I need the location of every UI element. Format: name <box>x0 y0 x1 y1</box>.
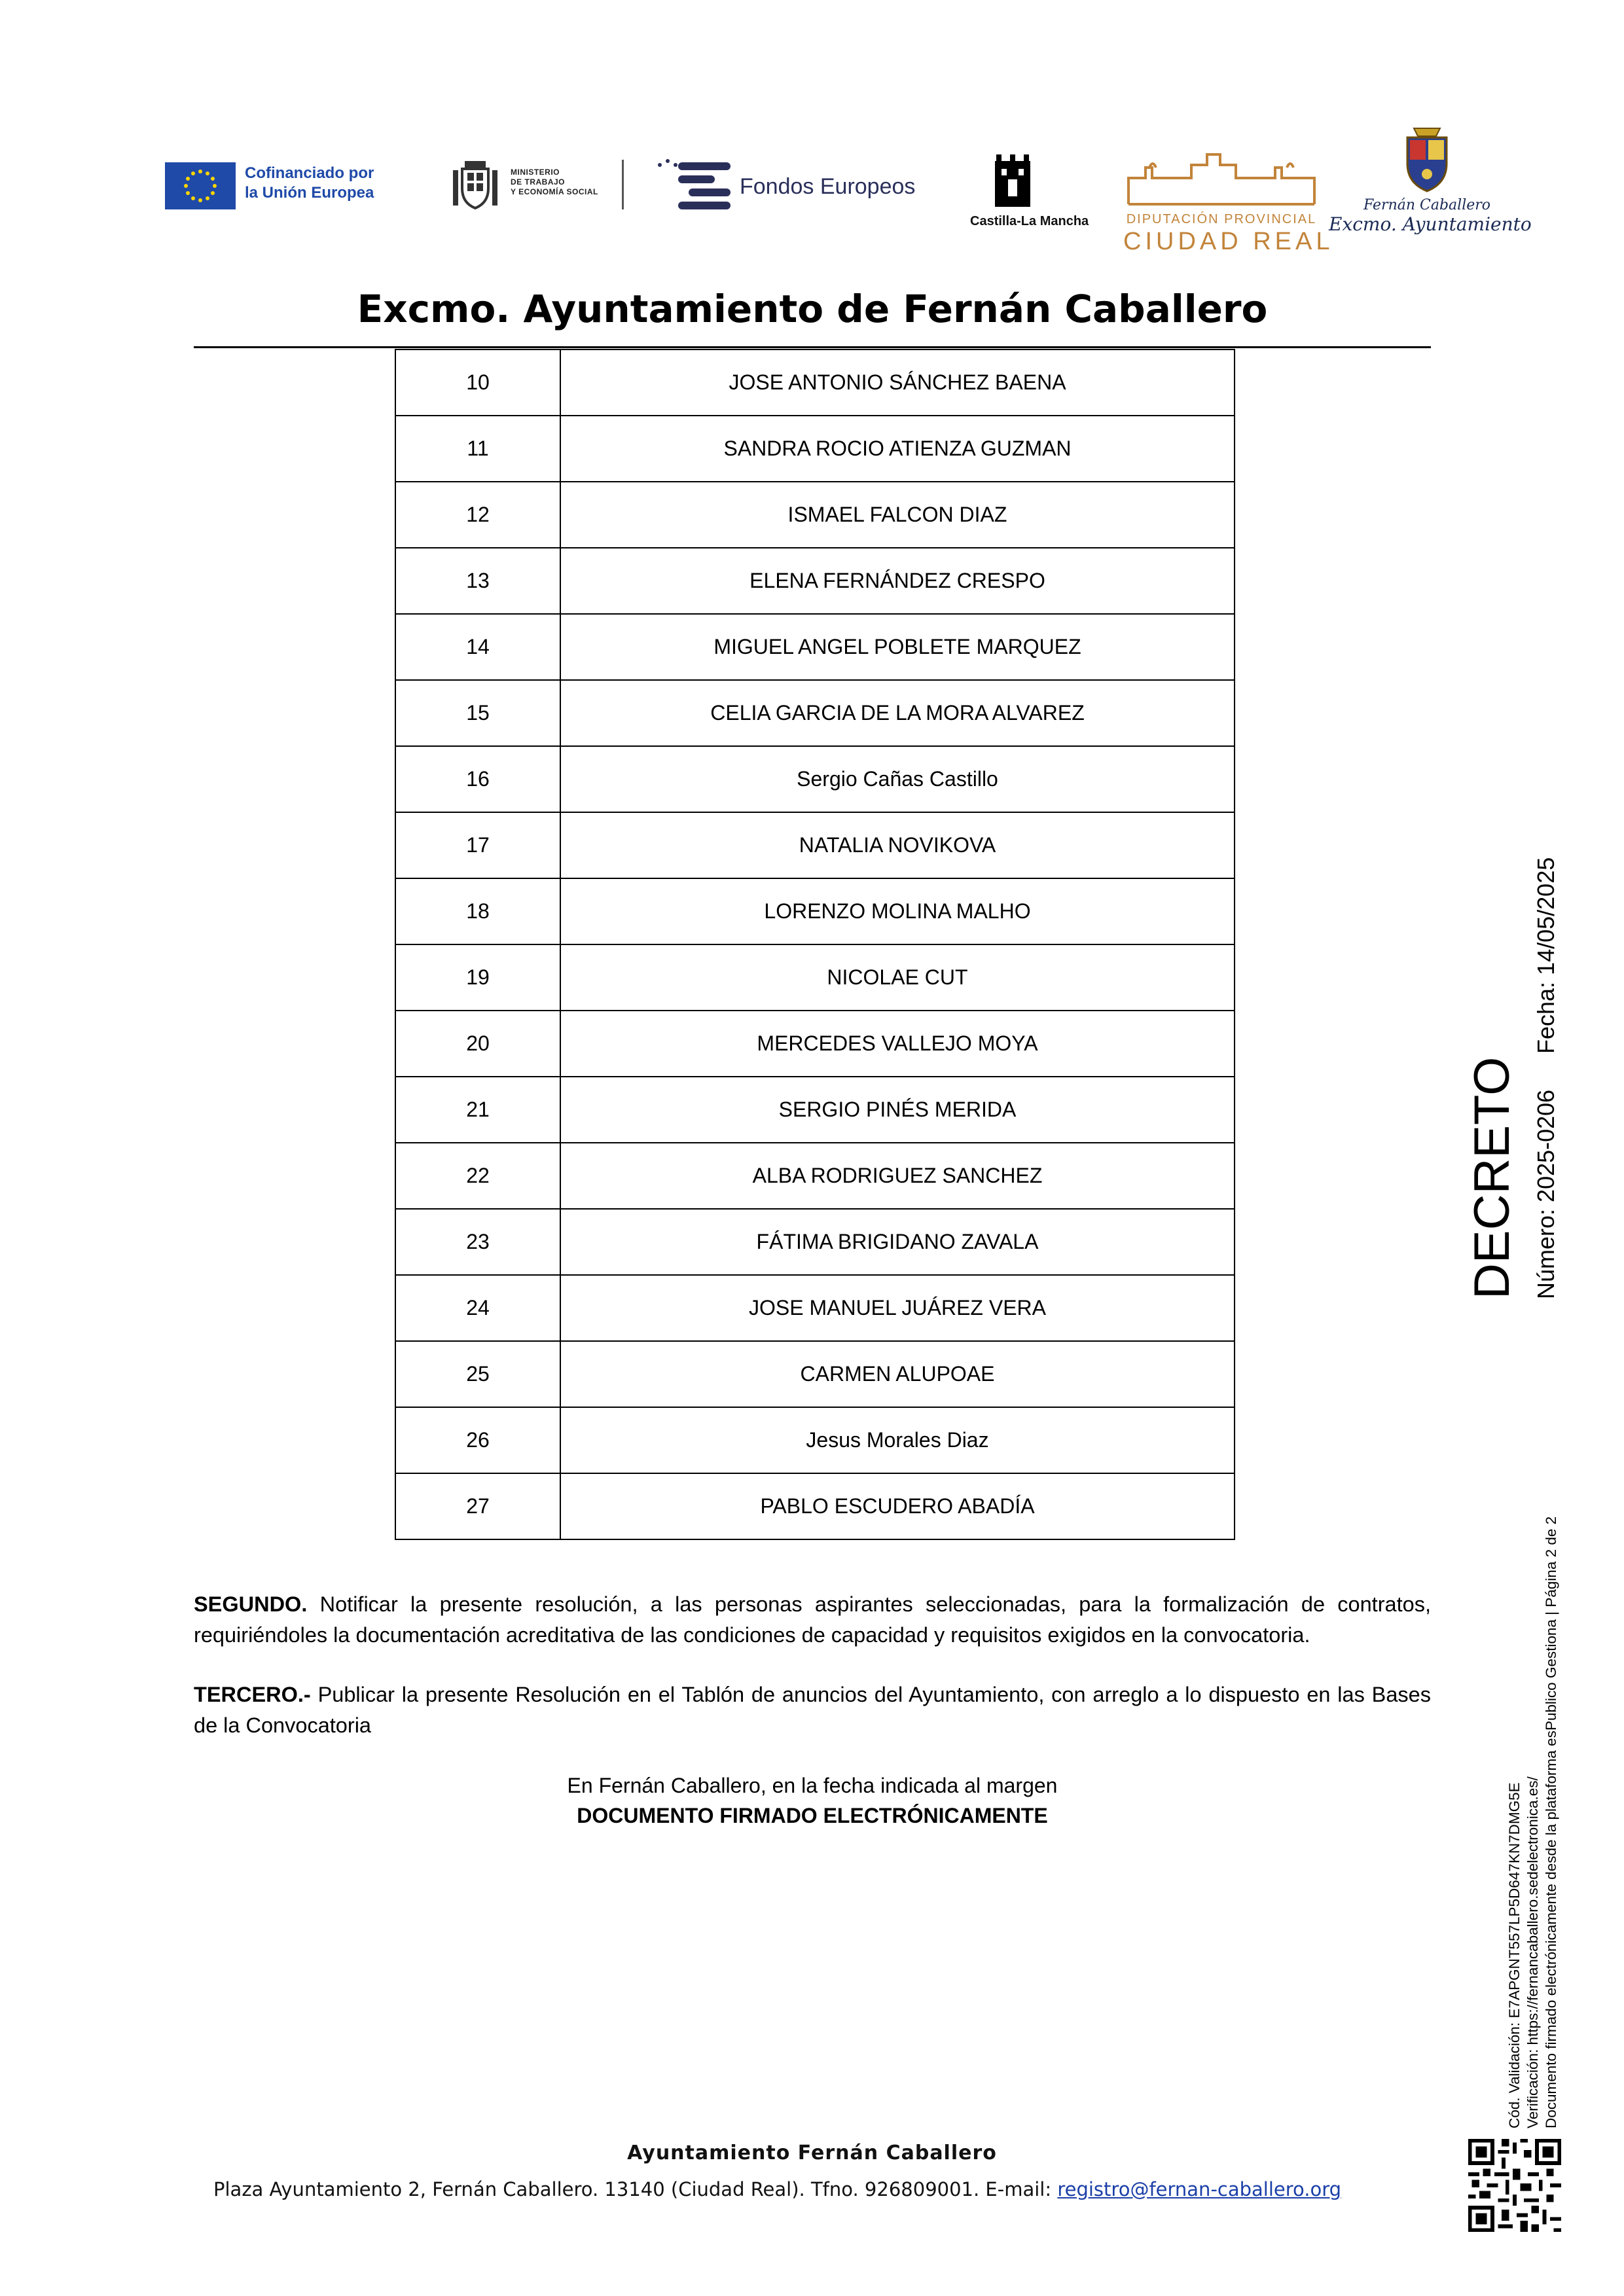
table-row <box>395 746 1235 812</box>
table-row <box>395 1407 1235 1473</box>
ministerio-logo <box>450 157 627 213</box>
castilla-la-mancha-text: Castilla-La Mancha <box>970 214 1089 228</box>
coat-of-arms-icon <box>450 158 500 212</box>
verification-url[interactable]: Verificación: https://fernancaballero.sedelectronica.es/ <box>1525 1776 1541 2128</box>
tercero-paragraph <box>194 1679 1431 1741</box>
table-row <box>395 1143 1235 1209</box>
row-number: 16 <box>395 746 560 812</box>
table-row <box>395 878 1235 944</box>
table-row <box>395 1275 1235 1341</box>
closing-line: En Fernán Caballero, en la fecha indicada al margen <box>567 1774 1058 1797</box>
candidate-name: CELIA GARCIA DE LA MORA ALVAREZ <box>560 680 1235 746</box>
candidate-name: PABLO ESCUDERO ABADÍA <box>560 1473 1235 1539</box>
diputacion-line1: DIPUTACIÓN PROVINCIAL <box>1126 212 1317 226</box>
row-number: 19 <box>395 944 560 1011</box>
candidate-name: NICOLAE CUT <box>560 944 1235 1011</box>
row-number: 26 <box>395 1407 560 1473</box>
tercero-label: TERCERO.- <box>194 1683 311 1706</box>
tercero-text: Publicar la presente Resolución en el Tablón de anuncios del Ayuntamiento, con arreglo a lo dispuesto en las Bases de la Convocatoria <box>194 1683 1431 1737</box>
row-number: 23 <box>395 1209 560 1275</box>
ayuntamiento-line2: Excmo. Ayuntamiento <box>1329 213 1532 235</box>
fondos-europeos-mark-icon <box>655 158 733 213</box>
closing-block <box>194 1770 1431 1831</box>
table-row <box>395 416 1235 482</box>
decreto-date: Fecha: 14/05/2025 <box>1532 857 1559 1054</box>
candidate-name: CARMEN ALUPOAE <box>560 1341 1235 1407</box>
segundo-label: SEGUNDO. <box>194 1592 308 1616</box>
candidate-name: JOSE MANUEL JUÁREZ VERA <box>560 1275 1235 1341</box>
candidate-name: MIGUEL ANGEL POBLETE MARQUEZ <box>560 614 1235 680</box>
table-row <box>395 812 1235 878</box>
selected-candidates-table <box>395 349 1235 1540</box>
candidate-name: ALBA RODRIGUEZ SANCHEZ <box>560 1143 1235 1209</box>
row-number: 22 <box>395 1143 560 1209</box>
row-number: 25 <box>395 1341 560 1407</box>
eu-stars-icon <box>165 162 236 209</box>
segundo-text: Notificar la presente resolución, a las personas aspirantes seleccionadas, para la formalización de contratos, requiriéndoles la documentación acreditativa de las condiciones de capacidad y requisitos exigidos en la convocatoria. <box>194 1592 1431 1647</box>
row-number: 17 <box>395 812 560 878</box>
segundo-paragraph <box>194 1589 1431 1651</box>
validation-code: Cód. Validación: E7APGNT557LP5D647KN7DMG5E <box>1506 1782 1523 2128</box>
ministerio-line3: Y ECONOMÍA SOCIAL <box>511 187 598 196</box>
decreto-number: Número: 2025-0206 <box>1532 1089 1559 1299</box>
ministerio-line1: MINISTERIO <box>511 168 560 177</box>
eu-flag-logo <box>165 162 236 209</box>
row-number: 20 <box>395 1011 560 1077</box>
castle-icon <box>990 154 1036 209</box>
castilla-la-mancha-logo <box>970 154 1089 233</box>
diputacion-ciudad-real-logo <box>1123 148 1334 255</box>
row-number: 10 <box>395 350 560 416</box>
document-title: Excmo. Ayuntamiento de Fernán Caballero <box>357 287 1268 331</box>
row-number: 24 <box>395 1275 560 1341</box>
table-row <box>395 944 1235 1011</box>
ayuntamiento-logo <box>1329 126 1532 257</box>
table-row <box>395 1011 1235 1077</box>
candidate-name: Sergio Cañas Castillo <box>560 746 1235 812</box>
signature-line: DOCUMENTO FIRMADO ELECTRÓNICAMENTE <box>577 1804 1048 1827</box>
decreto-stamp: DECRETO <box>1464 1056 1520 1299</box>
title-divider <box>194 346 1431 348</box>
eu-logo-line1: Cofinanciado por <box>245 164 374 182</box>
municipal-shield-icon <box>1401 126 1453 194</box>
table-row <box>395 482 1235 548</box>
logo-divider <box>622 160 624 209</box>
row-number: 12 <box>395 482 560 548</box>
table-body <box>395 350 1235 1539</box>
eu-logo-line2: la Unión Europea <box>245 184 374 202</box>
table-row <box>395 680 1235 746</box>
candidate-name: FÁTIMA BRIGIDANO ZAVALA <box>560 1209 1235 1275</box>
candidate-name: LORENZO MOLINA MALHO <box>560 878 1235 944</box>
row-number: 11 <box>395 416 560 482</box>
footer-email-link[interactable]: registro@fernan-caballero.org <box>1057 2178 1342 2200</box>
platform-note: Documento firmado electrónicamente desde la plataforma esPublico Gestiona | Página 2 de 2 <box>1543 1516 1559 2128</box>
candidate-name: JOSE ANTONIO SÁNCHEZ BAENA <box>560 350 1235 416</box>
footer-address-text: Plaza Ayuntamiento 2, Fernán Caballero. 13140 (Ciudad Real). Tfno. 926809001. E-mail: <box>213 2178 1058 2200</box>
table-row <box>395 614 1235 680</box>
candidate-name: Jesus Morales Diaz <box>560 1407 1235 1473</box>
table-row <box>395 1341 1235 1407</box>
fondos-europeos-logo <box>655 158 929 213</box>
candidate-name: SERGIO PINÉS MERIDA <box>560 1077 1235 1143</box>
footer-address <box>213 2178 1341 2200</box>
table-row <box>395 548 1235 614</box>
diputacion-line2: CIUDAD REAL <box>1123 228 1334 255</box>
candidate-name: ISMAEL FALCON DIAZ <box>560 482 1235 548</box>
table-row <box>395 350 1235 416</box>
table-row <box>395 1473 1235 1539</box>
row-number: 27 <box>395 1473 560 1539</box>
row-number: 13 <box>395 548 560 614</box>
eu-logo-text <box>245 164 374 203</box>
ayuntamiento-line1: Fernán Caballero <box>1363 197 1491 213</box>
ministerio-text <box>511 168 598 197</box>
candidate-name: SANDRA ROCIO ATIENZA GUZMAN <box>560 416 1235 482</box>
fondos-europeos-text: Fondos Europeos <box>740 174 916 199</box>
footer-organization: Ayuntamiento Fernán Caballero <box>627 2142 997 2164</box>
table-row <box>395 1077 1235 1143</box>
table-row <box>395 1209 1235 1275</box>
validation-block <box>1506 1516 1561 2128</box>
candidate-name: NATALIA NOVIKOVA <box>560 812 1235 878</box>
row-number: 15 <box>395 680 560 746</box>
building-outline-icon <box>1123 148 1320 207</box>
row-number: 14 <box>395 614 560 680</box>
candidate-name: ELENA FERNÁNDEZ CRESPO <box>560 548 1235 614</box>
candidate-name: MERCEDES VALLEJO MOYA <box>560 1011 1235 1077</box>
row-number: 18 <box>395 878 560 944</box>
header-logos <box>0 0 1624 275</box>
row-number: 21 <box>395 1077 560 1143</box>
ministerio-line2: DE TRABAJO <box>511 177 566 187</box>
